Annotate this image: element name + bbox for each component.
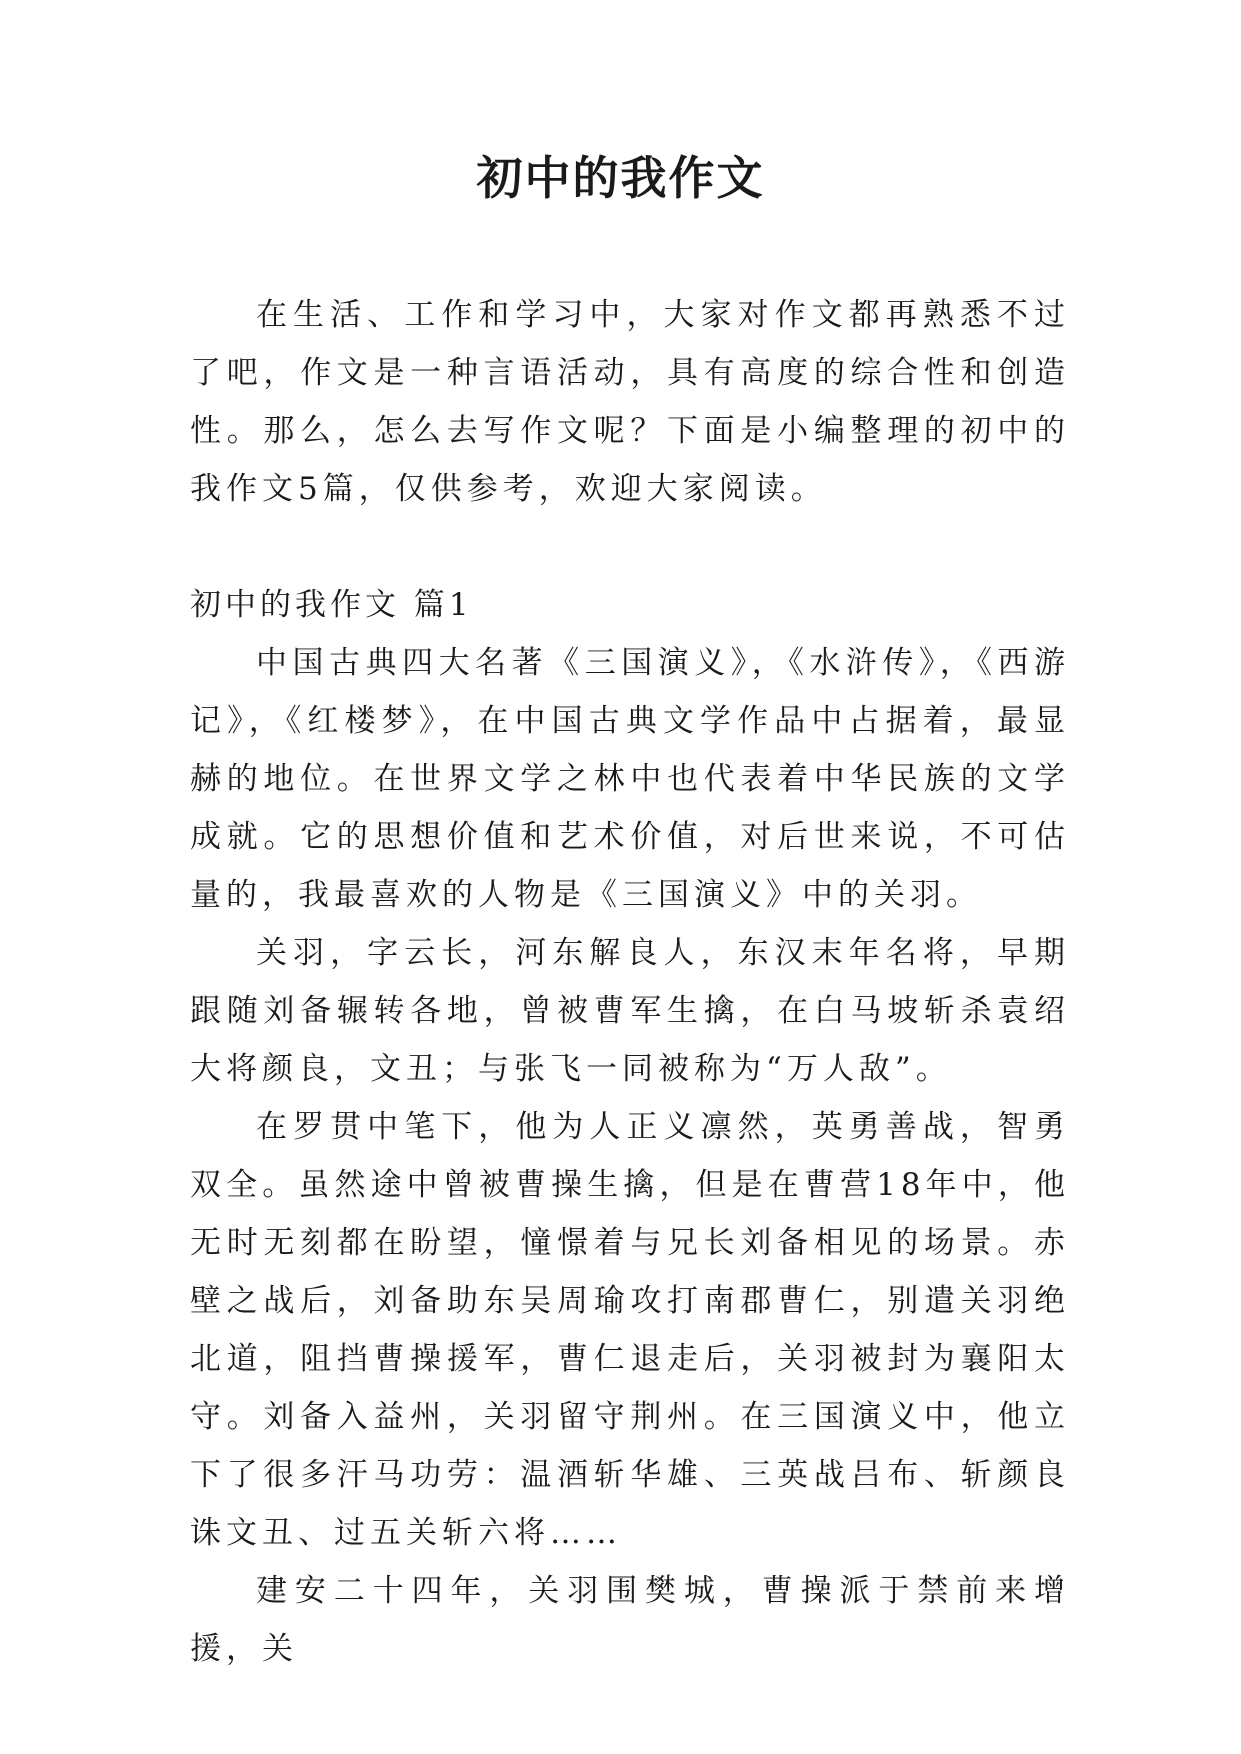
document-body	[190, 286, 1070, 1678]
document-title: 初中的我作文	[476, 151, 765, 205]
body-paragraph-1: 中国古典四大名著《三国演义》，《水浒传》，《西游记》，《红楼梦》，在中国古典文学作品中占据着，最显赫的地位。在世界文学之林中也代表着中华民族的文学成就。它的思想价值和艺术价值，对后世来说，不可估量的，我最喜欢的人物是《三国演义》中的关羽。	[190, 645, 1070, 913]
section-heading: 初中的我作文 篇1	[190, 587, 473, 623]
body-paragraph-3: 在罗贯中笔下，他为人正义凛然，英勇善战，智勇双全。虽然途中曾被曹操生擒，但是在曹营18年中，他无时无刻都在盼望，憧憬着与兄长刘备相见的场景。赤壁之战后，刘备助东吴周瑜攻打南郡曹仁，别遣关羽绝北道，阻挡曹操援军，曹仁退走后，关羽被封为襄阳太守。刘备入益州，关羽留守荆州。在三国演义中，他立下了很多汗马功劳：温酒斩华雄、三英战吕布、斩颜良诛文丑、过五关斩六将……	[190, 1109, 1070, 1551]
body-paragraph-2: 关羽，字云长，河东解良人，东汉末年名将，早期跟随刘备辗转各地，曾被曹军生擒，在白马坡斩杀袁绍大将颜良，文丑；与张飞一同被称为“万人敌”。	[190, 935, 1070, 1087]
body-paragraph-4: 建安二十四年，关羽围樊城，曹操派于禁前来增援，关	[190, 1573, 1070, 1667]
intro-paragraph: 在生活、工作和学习中，大家对作文都再熟悉不过了吧，作文是一种言语活动，具有高度的综合性和创造性。那么，怎么去写作文呢？下面是小编整理的初中的我作文5篇，仅供参考，欢迎大家阅读。	[190, 297, 1070, 507]
